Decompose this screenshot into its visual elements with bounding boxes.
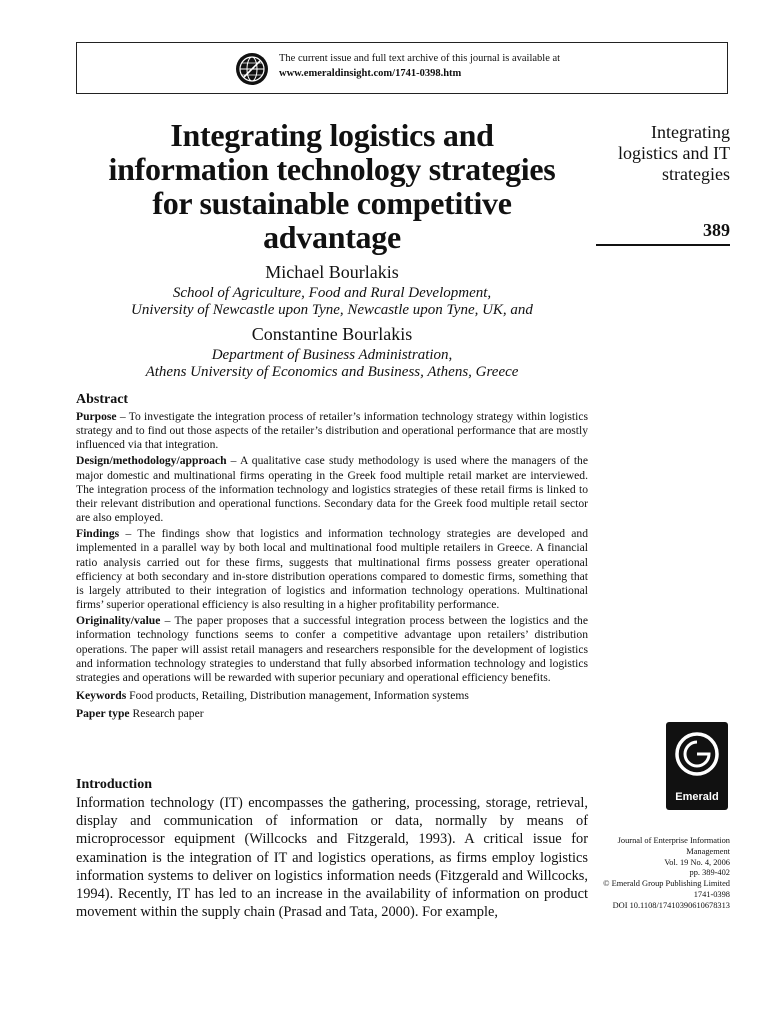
affiliation-line: Athens University of Economics and Business, Athens, Greece <box>145 364 519 380</box>
article-title <box>66 118 598 254</box>
section-text: – The paper proposes that a successful integration process between the logistics and the information technology functions seems to confer a competitive advantage upon retailers’ distribution operations. The paper will assist retail managers and researchers responsible for the development of logistics and information technology strategies to understand that fully absorbed information technology and logistics strategies and operations will be rewarded with superior pecuniary and operational efficiency benefits. <box>76 614 588 685</box>
section-label: Keywords <box>76 689 127 703</box>
citation-line: DOI 10.1108/17410390610678313 <box>612 900 730 910</box>
abstract-heading: Abstract <box>76 392 129 407</box>
author-affiliation <box>76 347 588 381</box>
section-text: – To investigate the integration process of retailer’s information technology strategy within logistics strategy and to find out those aspects of the retailer’s distribution and operational performance that are mostly influenced via that integration. <box>76 410 588 452</box>
introduction-heading: Introduction <box>76 777 152 792</box>
logo-text: Emerald <box>675 791 719 803</box>
running-head-line: Integrating <box>651 122 730 142</box>
title-line: Integrating logistics and <box>170 117 494 153</box>
title-line: information technology strategies <box>108 151 556 187</box>
journal-url-link[interactable]: www.emeraldinsight.com/1741-0398.htm <box>279 68 462 79</box>
page-number: 389 <box>703 220 730 240</box>
section-text: – The findings show that logistics and information technology strategies are developed and implemented in a parallel way by both local and multinational food multiple retailers in Greece. A financial ratio analysis carried out for these firms, suggests that multinational firms possess greater operational efficiency at both secondary and in-store distribution operations compared to domestic firms, something that is largely attributed to their integration of logistics and information technology operations. Multinational firms’ superior operational efficiency is also resulting in a higher profitability performance. <box>76 527 588 612</box>
abstract-body <box>76 410 588 723</box>
running-head <box>596 122 730 185</box>
section-text: Research paper <box>129 707 204 721</box>
author-name: Constantine Bourlakis <box>251 324 413 344</box>
section-label: Purpose <box>76 410 117 423</box>
title-line: advantage <box>263 219 401 255</box>
citation-line: Management <box>686 846 730 856</box>
section-text: Food products, Retailing, Distribution management, Information systems <box>126 689 469 703</box>
author-name: Michael Bourlakis <box>265 262 399 282</box>
abstract-design <box>76 454 588 525</box>
affiliation-line: School of Agriculture, Food and Rural Development, <box>172 285 492 301</box>
running-head-divider <box>596 244 730 246</box>
emerald-swirl-icon <box>666 722 728 792</box>
citation-block <box>592 836 730 912</box>
emerald-logo-icon <box>666 722 728 810</box>
section-text: – A qualitative case study methodology is used where the managers of the major domestic and multinational firms operating in the Greek food multiple retail market are interviewed. The integration process of the information technology and logistics strategies of these retail firms is linked to their relevant distribution and operational functions. Secondary data for the Greek food multiple retail sector are also employed. <box>76 454 588 525</box>
citation-line: pp. 389-402 <box>689 868 730 878</box>
title-line: for sustainable competitive <box>152 185 512 221</box>
abstract-findings <box>76 527 588 612</box>
running-head-line: strategies <box>662 164 730 184</box>
section-label: Design/methodology/approach <box>76 454 227 468</box>
author-affiliation <box>76 285 588 319</box>
affiliation-line: University of Newcastle upon Tyne, Newcastle upon Tyne, UK, and <box>131 302 533 318</box>
running-head-line: logistics and IT <box>618 143 730 163</box>
section-label: Paper type <box>76 707 130 721</box>
abstract-paper-type <box>76 707 588 721</box>
affiliation-line: Department of Business Administration, <box>211 347 453 363</box>
section-label: Findings <box>76 527 120 541</box>
availability-text: The current issue and full text archive of this journal is available at <box>279 53 561 64</box>
citation-line: © Emerald Group Publishing Limited <box>603 879 730 889</box>
section-label: Originality/value <box>76 614 161 628</box>
abstract-originality <box>76 614 588 685</box>
abstract-keywords <box>76 689 588 703</box>
abstract-purpose <box>76 410 588 453</box>
globe-icon <box>235 52 269 86</box>
citation-line: Vol. 19 No. 4, 2006 <box>664 857 730 867</box>
journal-availability-box <box>76 42 728 94</box>
citation-line: 1741-0398 <box>693 889 730 899</box>
introduction-text: Information technology (IT) encompasses the gathering, processing, storage, retrieval, display and communication of information or data, normally by means of microprocessor equipment (Willcocks and Fitzgerald, 1993). A critical issue for examination is the integration of IT and logistics operations, as firms employ logistics information systems to deliver on logistics information needs (Fitzgerald and Willcocks, 1994). Recently, IT has led to an increase in the availability of information on product movement within the supply chain (Prasad and Tata, 2000). For example, <box>76 795 588 921</box>
citation-line: Journal of Enterprise Information <box>617 836 730 845</box>
